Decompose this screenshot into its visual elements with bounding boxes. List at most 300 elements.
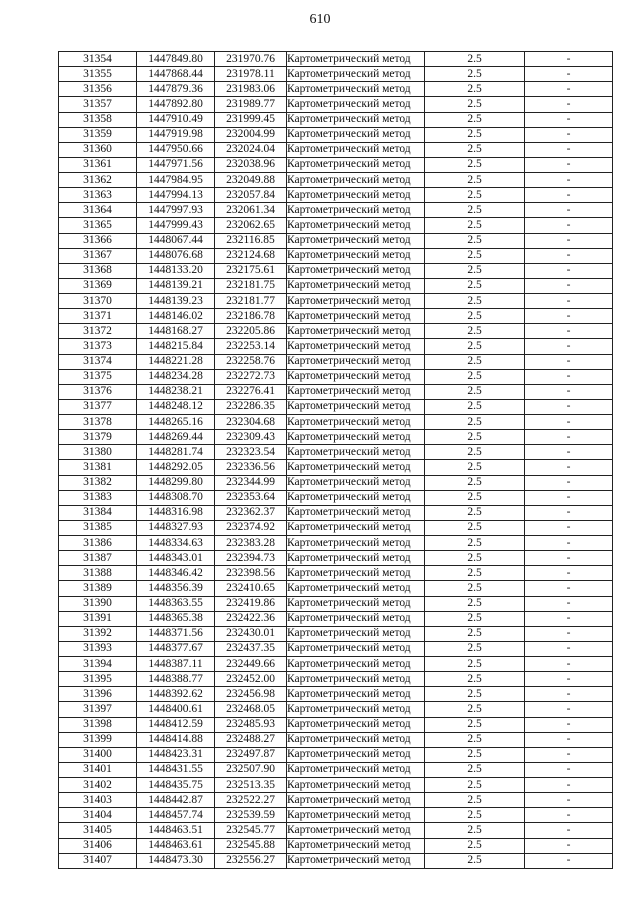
x-coordinate-cell: 1448343.01 — [137, 551, 215, 566]
method-cell: Картометрический метод — [287, 566, 425, 581]
method-cell: Картометрический метод — [287, 490, 425, 505]
y-coordinate-cell: 232353.64 — [215, 490, 287, 505]
accuracy-cell: 2.5 — [425, 490, 525, 505]
accuracy-cell: 2.5 — [425, 520, 525, 535]
x-coordinate-cell: 1448281.74 — [137, 445, 215, 460]
accuracy-cell: 2.5 — [425, 581, 525, 596]
table-row — [59, 702, 613, 717]
y-coordinate-cell: 232383.28 — [215, 536, 287, 551]
table-row — [59, 67, 613, 82]
table-row — [59, 248, 613, 263]
table-row — [59, 278, 613, 293]
accuracy-cell: 2.5 — [425, 324, 525, 339]
x-coordinate-cell: 1448327.93 — [137, 520, 215, 535]
x-coordinate-cell: 1448463.51 — [137, 823, 215, 838]
accuracy-cell: 2.5 — [425, 203, 525, 218]
note-cell: - — [525, 626, 613, 641]
table-row — [59, 520, 613, 535]
table-row — [59, 581, 613, 596]
point-number-cell: 31361 — [59, 157, 137, 172]
note-cell: - — [525, 778, 613, 793]
point-number-cell: 31356 — [59, 82, 137, 97]
accuracy-cell: 2.5 — [425, 157, 525, 172]
x-coordinate-cell: 1447971.56 — [137, 157, 215, 172]
table-row — [59, 611, 613, 626]
table-row — [59, 460, 613, 475]
x-coordinate-cell: 1448146.02 — [137, 309, 215, 324]
y-coordinate-cell: 232374.92 — [215, 520, 287, 535]
table-row — [59, 853, 613, 868]
accuracy-cell: 2.5 — [425, 853, 525, 868]
table-row — [59, 505, 613, 520]
method-cell: Картометрический метод — [287, 460, 425, 475]
method-cell: Картометрический метод — [287, 278, 425, 293]
point-number-cell: 31377 — [59, 399, 137, 414]
x-coordinate-cell: 1447919.98 — [137, 127, 215, 142]
table-row — [59, 626, 613, 641]
y-coordinate-cell: 232539.59 — [215, 808, 287, 823]
x-coordinate-cell: 1448387.11 — [137, 657, 215, 672]
x-coordinate-cell: 1448431.55 — [137, 762, 215, 777]
point-number-cell: 31390 — [59, 596, 137, 611]
y-coordinate-cell: 232513.35 — [215, 778, 287, 793]
method-cell: Картометрический метод — [287, 626, 425, 641]
y-coordinate-cell: 232205.86 — [215, 324, 287, 339]
method-cell: Картометрический метод — [287, 384, 425, 399]
accuracy-cell: 2.5 — [425, 808, 525, 823]
y-coordinate-cell: 232362.37 — [215, 505, 287, 520]
x-coordinate-cell: 1448076.68 — [137, 248, 215, 263]
accuracy-cell: 2.5 — [425, 717, 525, 732]
method-cell: Картометрический метод — [287, 581, 425, 596]
method-cell: Картометрический метод — [287, 762, 425, 777]
method-cell: Картометрический метод — [287, 596, 425, 611]
point-number-cell: 31398 — [59, 717, 137, 732]
note-cell: - — [525, 460, 613, 475]
y-coordinate-cell: 232410.65 — [215, 581, 287, 596]
accuracy-cell: 2.5 — [425, 778, 525, 793]
method-cell: Картометрический метод — [287, 233, 425, 248]
note-cell: - — [525, 324, 613, 339]
note-cell: - — [525, 687, 613, 702]
accuracy-cell: 2.5 — [425, 445, 525, 460]
point-number-cell: 31375 — [59, 369, 137, 384]
note-cell: - — [525, 278, 613, 293]
accuracy-cell: 2.5 — [425, 173, 525, 188]
accuracy-cell: 2.5 — [425, 475, 525, 490]
point-number-cell: 31391 — [59, 611, 137, 626]
method-cell: Картометрический метод — [287, 551, 425, 566]
point-number-cell: 31368 — [59, 263, 137, 278]
method-cell: Картометрический метод — [287, 747, 425, 762]
table-row — [59, 399, 613, 414]
note-cell: - — [525, 505, 613, 520]
table-row — [59, 127, 613, 142]
accuracy-cell: 2.5 — [425, 248, 525, 263]
y-coordinate-cell: 232124.68 — [215, 248, 287, 263]
note-cell: - — [525, 248, 613, 263]
point-number-cell: 31399 — [59, 732, 137, 747]
y-coordinate-cell: 232468.05 — [215, 702, 287, 717]
x-coordinate-cell: 1448356.39 — [137, 581, 215, 596]
note-cell: - — [525, 490, 613, 505]
x-coordinate-cell: 1448292.05 — [137, 460, 215, 475]
point-number-cell: 31388 — [59, 566, 137, 581]
note-cell: - — [525, 853, 613, 868]
method-cell: Картометрический метод — [287, 808, 425, 823]
point-number-cell: 31364 — [59, 203, 137, 218]
method-cell: Картометрический метод — [287, 702, 425, 717]
x-coordinate-cell: 1448442.87 — [137, 793, 215, 808]
y-coordinate-cell: 232175.61 — [215, 263, 287, 278]
point-number-cell: 31405 — [59, 823, 137, 838]
x-coordinate-cell: 1448371.56 — [137, 626, 215, 641]
accuracy-cell: 2.5 — [425, 384, 525, 399]
y-coordinate-cell: 232344.99 — [215, 475, 287, 490]
y-coordinate-cell: 231989.77 — [215, 97, 287, 112]
note-cell: - — [525, 838, 613, 853]
y-coordinate-cell: 232253.14 — [215, 339, 287, 354]
accuracy-cell: 2.5 — [425, 687, 525, 702]
point-number-cell: 31378 — [59, 415, 137, 430]
point-number-cell: 31374 — [59, 354, 137, 369]
note-cell: - — [525, 339, 613, 354]
accuracy-cell: 2.5 — [425, 354, 525, 369]
method-cell: Картометрический метод — [287, 112, 425, 127]
table-row — [59, 490, 613, 505]
y-coordinate-cell: 232038.96 — [215, 157, 287, 172]
point-number-cell: 31400 — [59, 747, 137, 762]
note-cell: - — [525, 808, 613, 823]
x-coordinate-cell: 1448168.27 — [137, 324, 215, 339]
table-row — [59, 233, 613, 248]
table-row — [59, 157, 613, 172]
y-coordinate-cell: 232522.27 — [215, 793, 287, 808]
point-number-cell: 31395 — [59, 672, 137, 687]
y-coordinate-cell: 232488.27 — [215, 732, 287, 747]
table-row — [59, 475, 613, 490]
method-cell: Картометрический метод — [287, 67, 425, 82]
point-number-cell: 31393 — [59, 641, 137, 656]
table-row — [59, 793, 613, 808]
y-coordinate-cell: 232057.84 — [215, 188, 287, 203]
point-number-cell: 31384 — [59, 505, 137, 520]
note-cell: - — [525, 263, 613, 278]
x-coordinate-cell: 1448238.21 — [137, 384, 215, 399]
table-row — [59, 82, 613, 97]
point-number-cell: 31363 — [59, 188, 137, 203]
y-coordinate-cell: 232507.90 — [215, 762, 287, 777]
accuracy-cell: 2.5 — [425, 112, 525, 127]
page-number: 610 — [309, 12, 331, 27]
table-row — [59, 657, 613, 672]
point-number-cell: 31381 — [59, 460, 137, 475]
table-row — [59, 97, 613, 112]
note-cell: - — [525, 52, 613, 67]
note-cell: - — [525, 641, 613, 656]
table-row — [59, 384, 613, 399]
point-number-cell: 31371 — [59, 309, 137, 324]
point-number-cell: 31369 — [59, 278, 137, 293]
table-row — [59, 142, 613, 157]
note-cell: - — [525, 717, 613, 732]
method-cell: Картометрический метод — [287, 415, 425, 430]
y-coordinate-cell: 232304.68 — [215, 415, 287, 430]
y-coordinate-cell: 232116.85 — [215, 233, 287, 248]
note-cell: - — [525, 702, 613, 717]
note-cell: - — [525, 173, 613, 188]
method-cell: Картометрический метод — [287, 823, 425, 838]
x-coordinate-cell: 1448308.70 — [137, 490, 215, 505]
method-cell: Картометрический метод — [287, 520, 425, 535]
x-coordinate-cell: 1447868.44 — [137, 67, 215, 82]
point-number-cell: 31373 — [59, 339, 137, 354]
note-cell: - — [525, 157, 613, 172]
note-cell: - — [525, 112, 613, 127]
accuracy-cell: 2.5 — [425, 611, 525, 626]
point-number-cell: 31383 — [59, 490, 137, 505]
point-number-cell: 31360 — [59, 142, 137, 157]
x-coordinate-cell: 1448067.44 — [137, 233, 215, 248]
accuracy-cell: 2.5 — [425, 415, 525, 430]
point-number-cell: 31403 — [59, 793, 137, 808]
method-cell: Картометрический метод — [287, 641, 425, 656]
accuracy-cell: 2.5 — [425, 263, 525, 278]
x-coordinate-cell: 1448377.67 — [137, 641, 215, 656]
note-cell: - — [525, 233, 613, 248]
table-row — [59, 354, 613, 369]
method-cell: Картометрический метод — [287, 339, 425, 354]
x-coordinate-cell: 1448473.30 — [137, 853, 215, 868]
x-coordinate-cell: 1448139.21 — [137, 278, 215, 293]
method-cell: Картометрический метод — [287, 853, 425, 868]
method-cell: Картометрический метод — [287, 778, 425, 793]
y-coordinate-cell: 232394.73 — [215, 551, 287, 566]
method-cell: Картометрический метод — [287, 354, 425, 369]
x-coordinate-cell: 1448363.55 — [137, 596, 215, 611]
point-number-cell: 31404 — [59, 808, 137, 823]
accuracy-cell: 2.5 — [425, 218, 525, 233]
table-row — [59, 112, 613, 127]
y-coordinate-cell: 232186.78 — [215, 309, 287, 324]
note-cell: - — [525, 127, 613, 142]
note-cell: - — [525, 672, 613, 687]
point-number-cell: 31389 — [59, 581, 137, 596]
note-cell: - — [525, 430, 613, 445]
y-coordinate-cell: 231970.76 — [215, 52, 287, 67]
accuracy-cell: 2.5 — [425, 732, 525, 747]
x-coordinate-cell: 1447910.49 — [137, 112, 215, 127]
x-coordinate-cell: 1448457.74 — [137, 808, 215, 823]
table-row — [59, 188, 613, 203]
method-cell: Картометрический метод — [287, 475, 425, 490]
note-cell: - — [525, 97, 613, 112]
x-coordinate-cell: 1448316.98 — [137, 505, 215, 520]
x-coordinate-cell: 1447999.43 — [137, 218, 215, 233]
y-coordinate-cell: 232181.75 — [215, 278, 287, 293]
note-cell: - — [525, 732, 613, 747]
accuracy-cell: 2.5 — [425, 233, 525, 248]
accuracy-cell: 2.5 — [425, 702, 525, 717]
method-cell: Картометрический метод — [287, 294, 425, 309]
x-coordinate-cell: 1448400.61 — [137, 702, 215, 717]
table-row — [59, 52, 613, 67]
accuracy-cell: 2.5 — [425, 838, 525, 853]
point-number-cell: 31367 — [59, 248, 137, 263]
y-coordinate-cell: 232437.35 — [215, 641, 287, 656]
method-cell: Картометрический метод — [287, 309, 425, 324]
note-cell: - — [525, 384, 613, 399]
table-row — [59, 808, 613, 823]
x-coordinate-cell: 1447984.95 — [137, 173, 215, 188]
table-row — [59, 566, 613, 581]
accuracy-cell: 2.5 — [425, 823, 525, 838]
x-coordinate-cell: 1448334.63 — [137, 536, 215, 551]
x-coordinate-cell: 1447879.36 — [137, 82, 215, 97]
method-cell: Картометрический метод — [287, 672, 425, 687]
y-coordinate-cell: 232061.34 — [215, 203, 287, 218]
method-cell: Картометрический метод — [287, 687, 425, 702]
x-coordinate-cell: 1448299.80 — [137, 475, 215, 490]
table-row — [59, 430, 613, 445]
y-coordinate-cell: 232024.04 — [215, 142, 287, 157]
point-number-cell: 31376 — [59, 384, 137, 399]
method-cell: Картометрический метод — [287, 52, 425, 67]
note-cell: - — [525, 793, 613, 808]
y-coordinate-cell: 232181.77 — [215, 294, 287, 309]
y-coordinate-cell: 232452.00 — [215, 672, 287, 687]
method-cell: Картометрический метод — [287, 369, 425, 384]
note-cell: - — [525, 218, 613, 233]
note-cell: - — [525, 82, 613, 97]
note-cell: - — [525, 203, 613, 218]
method-cell: Картометрический метод — [287, 732, 425, 747]
point-number-cell: 31365 — [59, 218, 137, 233]
point-number-cell: 31387 — [59, 551, 137, 566]
x-coordinate-cell: 1447892.80 — [137, 97, 215, 112]
note-cell: - — [525, 188, 613, 203]
x-coordinate-cell: 1448139.23 — [137, 294, 215, 309]
x-coordinate-cell: 1448269.44 — [137, 430, 215, 445]
y-coordinate-cell: 232062.65 — [215, 218, 287, 233]
coordinates-table-body — [59, 52, 613, 869]
point-number-cell: 31402 — [59, 778, 137, 793]
y-coordinate-cell: 232430.01 — [215, 626, 287, 641]
y-coordinate-cell: 232449.66 — [215, 657, 287, 672]
x-coordinate-cell: 1447849.80 — [137, 52, 215, 67]
accuracy-cell: 2.5 — [425, 309, 525, 324]
method-cell: Картометрический метод — [287, 399, 425, 414]
point-number-cell: 31392 — [59, 626, 137, 641]
method-cell: Картометрический метод — [287, 142, 425, 157]
accuracy-cell: 2.5 — [425, 52, 525, 67]
note-cell: - — [525, 415, 613, 430]
method-cell: Картометрический метод — [287, 82, 425, 97]
y-coordinate-cell: 232497.87 — [215, 747, 287, 762]
point-number-cell: 31362 — [59, 173, 137, 188]
note-cell: - — [525, 309, 613, 324]
accuracy-cell: 2.5 — [425, 793, 525, 808]
accuracy-cell: 2.5 — [425, 657, 525, 672]
x-coordinate-cell: 1448248.12 — [137, 399, 215, 414]
x-coordinate-cell: 1447997.93 — [137, 203, 215, 218]
note-cell: - — [525, 611, 613, 626]
x-coordinate-cell: 1448365.38 — [137, 611, 215, 626]
method-cell: Картометрический метод — [287, 657, 425, 672]
accuracy-cell: 2.5 — [425, 596, 525, 611]
table-row — [59, 445, 613, 460]
x-coordinate-cell: 1448392.62 — [137, 687, 215, 702]
point-number-cell: 31385 — [59, 520, 137, 535]
method-cell: Картометрический метод — [287, 157, 425, 172]
note-cell: - — [525, 551, 613, 566]
accuracy-cell: 2.5 — [425, 536, 525, 551]
accuracy-cell: 2.5 — [425, 67, 525, 82]
table-row — [59, 641, 613, 656]
accuracy-cell: 2.5 — [425, 505, 525, 520]
method-cell: Картометрический метод — [287, 445, 425, 460]
x-coordinate-cell: 1448412.59 — [137, 717, 215, 732]
point-number-cell: 31355 — [59, 67, 137, 82]
point-number-cell: 31379 — [59, 430, 137, 445]
table-row — [59, 747, 613, 762]
table-row — [59, 732, 613, 747]
x-coordinate-cell: 1448346.42 — [137, 566, 215, 581]
note-cell: - — [525, 566, 613, 581]
table-row — [59, 536, 613, 551]
accuracy-cell: 2.5 — [425, 97, 525, 112]
y-coordinate-cell: 232309.43 — [215, 430, 287, 445]
note-cell: - — [525, 399, 613, 414]
accuracy-cell: 2.5 — [425, 142, 525, 157]
note-cell: - — [525, 536, 613, 551]
table-row — [59, 596, 613, 611]
table-row — [59, 324, 613, 339]
y-coordinate-cell: 232258.76 — [215, 354, 287, 369]
x-coordinate-cell: 1448423.31 — [137, 747, 215, 762]
table-row — [59, 717, 613, 732]
point-number-cell: 31382 — [59, 475, 137, 490]
accuracy-cell: 2.5 — [425, 430, 525, 445]
accuracy-cell: 2.5 — [425, 566, 525, 581]
point-number-cell: 31359 — [59, 127, 137, 142]
method-cell: Картометрический метод — [287, 536, 425, 551]
method-cell: Картометрический метод — [287, 838, 425, 853]
note-cell: - — [525, 354, 613, 369]
point-number-cell: 31358 — [59, 112, 137, 127]
note-cell: - — [525, 823, 613, 838]
accuracy-cell: 2.5 — [425, 551, 525, 566]
x-coordinate-cell: 1447950.66 — [137, 142, 215, 157]
accuracy-cell: 2.5 — [425, 339, 525, 354]
x-coordinate-cell: 1448221.28 — [137, 354, 215, 369]
table-row — [59, 762, 613, 777]
point-number-cell: 31357 — [59, 97, 137, 112]
table-row — [59, 838, 613, 853]
note-cell: - — [525, 369, 613, 384]
accuracy-cell: 2.5 — [425, 641, 525, 656]
table-row — [59, 672, 613, 687]
method-cell: Картометрический метод — [287, 173, 425, 188]
y-coordinate-cell: 232456.98 — [215, 687, 287, 702]
accuracy-cell: 2.5 — [425, 672, 525, 687]
point-number-cell: 31394 — [59, 657, 137, 672]
method-cell: Картометрический метод — [287, 263, 425, 278]
table-row — [59, 173, 613, 188]
point-number-cell: 31406 — [59, 838, 137, 853]
table-row — [59, 369, 613, 384]
method-cell: Картометрический метод — [287, 127, 425, 142]
